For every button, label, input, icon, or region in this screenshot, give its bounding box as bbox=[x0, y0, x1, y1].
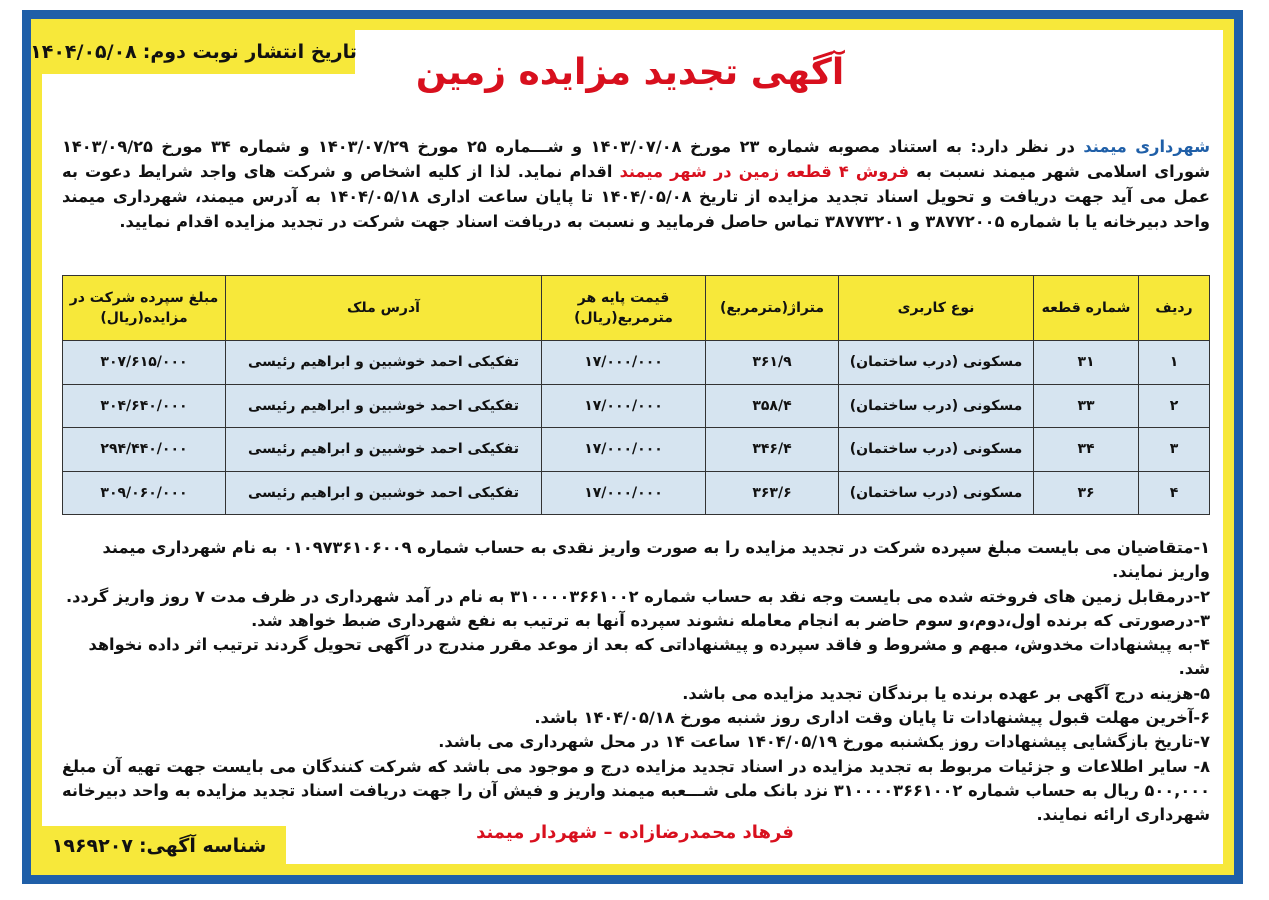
header-row-number: ردیف bbox=[1139, 276, 1210, 341]
cell-row-number: ۲ bbox=[1139, 384, 1210, 428]
cell-address: تفکیکی احمد خوشبین و ابراهیم رئیسی bbox=[226, 428, 542, 472]
cell-usage-type: مسکونی (درب ساختمان) bbox=[839, 384, 1034, 428]
cell-usage-type: مسکونی (درب ساختمان) bbox=[839, 428, 1034, 472]
table-row bbox=[63, 471, 1210, 515]
cell-row-number: ۴ bbox=[1139, 471, 1210, 515]
cell-address: تفکیکی احمد خوشبین و ابراهیم رئیسی bbox=[226, 341, 542, 385]
cell-deposit: ۳۰۷/۶۱۵/۰۰۰ bbox=[63, 341, 226, 385]
cell-base-price: ۱۷/۰۰۰/۰۰۰ bbox=[542, 471, 706, 515]
condition-item: ۵-هزینه درج آگهی بر عهده برنده یا برندگان تجدید مزایده می باشد. bbox=[682, 683, 1210, 703]
organization-name: شهرداری میمند bbox=[1083, 137, 1210, 156]
cell-deposit: ۳۰۴/۶۴۰/۰۰۰ bbox=[63, 384, 226, 428]
cell-area: ۳۴۶/۴ bbox=[706, 428, 839, 472]
cell-deposit: ۲۹۴/۴۴۰/۰۰۰ bbox=[63, 428, 226, 472]
table-row bbox=[63, 384, 1210, 428]
publish-date-label: تاریخ انتشار نوبت دوم: bbox=[142, 41, 357, 63]
cell-usage-type: مسکونی (درب ساختمان) bbox=[839, 341, 1034, 385]
table-row bbox=[63, 341, 1210, 385]
condition-item: ۲-درمقابل زمین های فروخته شده می بایست وجه نقد به حساب شماره ۳۱۰۰۰۰۳۶۶۱۰۰۲ به نام در آمد شهرداری در ظرف مدت ۷ روز واریز گردد. bbox=[66, 586, 1210, 606]
cell-deposit: ۳۰۹/۰۶۰/۰۰۰ bbox=[63, 471, 226, 515]
cell-base-price: ۱۷/۰۰۰/۰۰۰ bbox=[542, 341, 706, 385]
table-row bbox=[63, 428, 1210, 472]
cell-address: تفکیکی احمد خوشبین و ابراهیم رئیسی bbox=[226, 471, 542, 515]
condition-item: ۱-متقاضیان می بایست مبلغ سپرده شرکت در تجدید مزایده را به صورت واریز نقدی به حساب شماره ۰۱۰۹۷۳۶۱۰۶۰۰۹ به نام شهرداری میمند واریز نمایند. bbox=[102, 538, 1210, 582]
cell-address: تفکیکی احمد خوشبین و ابراهیم رئیسی bbox=[226, 384, 542, 428]
cell-base-price: ۱۷/۰۰۰/۰۰۰ bbox=[542, 428, 706, 472]
condition-item: ۳-درصورتی که برنده اول،دوم،و سوم حاضر به انجام معامله نشوند سپرده آنها به ترتیب به نفع شهرداری ضبط خواهد شد. bbox=[251, 610, 1210, 630]
header-area: متراژ(مترمربع) bbox=[706, 276, 839, 341]
cell-row-number: ۱ bbox=[1139, 341, 1210, 385]
header-address: آدرس ملک bbox=[226, 276, 542, 341]
intro-paragraph bbox=[62, 134, 1210, 234]
cell-area: ۳۶۱/۹ bbox=[706, 341, 839, 385]
condition-item: ۷-تاریخ بازگشایی پیشنهادات روز یکشنبه مورخ ۱۴۰۴/۰۵/۱۹ ساعت ۱۴ در محل شهرداری می باشد. bbox=[438, 732, 1210, 752]
publish-date-box bbox=[32, 30, 355, 74]
condition-item: ۴-به پیشنهادات مخدوش، مبهم و مشروط و فاقد سپرده و پیشنهاداتی که بعد از موعد مقرر مندرج در آگهی تحویل گردند ترتیب اثر داده نخواهد شد. bbox=[88, 635, 1210, 679]
cell-area: ۳۵۸/۴ bbox=[706, 384, 839, 428]
table-header-row bbox=[63, 276, 1210, 341]
cell-usage-type: مسکونی (درب ساختمان) bbox=[839, 471, 1034, 515]
publish-date-value: ۱۴۰۴/۰۵/۰۸ bbox=[30, 41, 137, 63]
condition-item: ۸- سایر اطلاعات و جزئیات مربوط به تجدید مزایده در اسناد تجدید مزایده درج و موجود می باشد که شرکت کنندگان می بایست جهت تهیه آن مبلغ ۵۰۰,۰۰۰ ریال به حساب شماره ۳۱۰۰۰۰۳۶۶۱۰۰۲ نزد بانک ملی شـــعبه میمند واریز و فیش آن را جهت دریافت اسناد تجدید مزایده به واحد دبیرخانه شهرداری ارائه نمایند. bbox=[62, 756, 1210, 825]
intro-part-2: اقدام نماید. لذا از کلیه اشخاص و شرکت های واجد شرایط دعوت به عمل می آید جهت دریافت و تحویل اسناد تجدید مزایده از تاریخ ۱۴۰۴/۰۵/۰۸ تا پایان ساعت اداری ۱۴۰۴/۰۵/۱۸ به آدرس میمند، شهرداری میمند واحد دبیرخانه یا با شماره ۳۸۷۷۲۰۰۵ و ۳۸۷۷۳۲۰۱ تماس حاصل فرمایید و نسبت به دریافت اسناد جهت شرکت در تجدید مزایده اقدام نمایید. bbox=[62, 162, 1210, 231]
cell-lot-number: ۳۴ bbox=[1034, 428, 1139, 472]
cell-base-price: ۱۷/۰۰۰/۰۰۰ bbox=[542, 384, 706, 428]
header-deposit: مبلغ سپرده شرکت در مزایده(ریال) bbox=[63, 276, 226, 341]
ad-id-label: شناسه آگهی: bbox=[138, 835, 267, 857]
lots-table bbox=[62, 275, 1210, 515]
mayor-signature: فرهاد محمدرضازاده – شهردار میمند bbox=[476, 822, 794, 843]
header-usage-type: نوع کاربری bbox=[839, 276, 1034, 341]
cell-lot-number: ۳۱ bbox=[1034, 341, 1139, 385]
condition-item: ۶-آخرین مهلت قبول پیشنهادات تا پایان وقت اداری روز شنبه مورخ ۱۴۰۴/۰۵/۱۸ باشد. bbox=[534, 708, 1210, 728]
ad-id-box bbox=[32, 826, 286, 866]
cell-row-number: ۳ bbox=[1139, 428, 1210, 472]
cell-area: ۳۶۳/۶ bbox=[706, 471, 839, 515]
header-lot-number: شماره قطعه bbox=[1034, 276, 1139, 341]
ad-id-value: ۱۹۶۹۲۰۷ bbox=[51, 835, 133, 857]
intro-highlight: فروش ۴ قطعه زمین در شهر میمند bbox=[619, 162, 909, 181]
conditions-list bbox=[62, 536, 1210, 828]
intro-part-1: در نظر دارد: به استناد مصوبه شماره ۲۳ مورخ ۱۴۰۳/۰۷/۰۸ و شـــماره ۲۵ مورخ ۱۴۰۳/۰۷/۲۹ و شماره ۳۴ مورخ ۱۴۰۳/۰۹/۲۵ شورای اسلامی شهر میمند نسبت به bbox=[62, 137, 1211, 181]
ad-title: آگهی تجدید مزایده زمین bbox=[415, 52, 845, 93]
header-base-price: قیمت پایه هر مترمربع(ریال) bbox=[542, 276, 706, 341]
cell-lot-number: ۳۳ bbox=[1034, 384, 1139, 428]
cell-lot-number: ۳۶ bbox=[1034, 471, 1139, 515]
